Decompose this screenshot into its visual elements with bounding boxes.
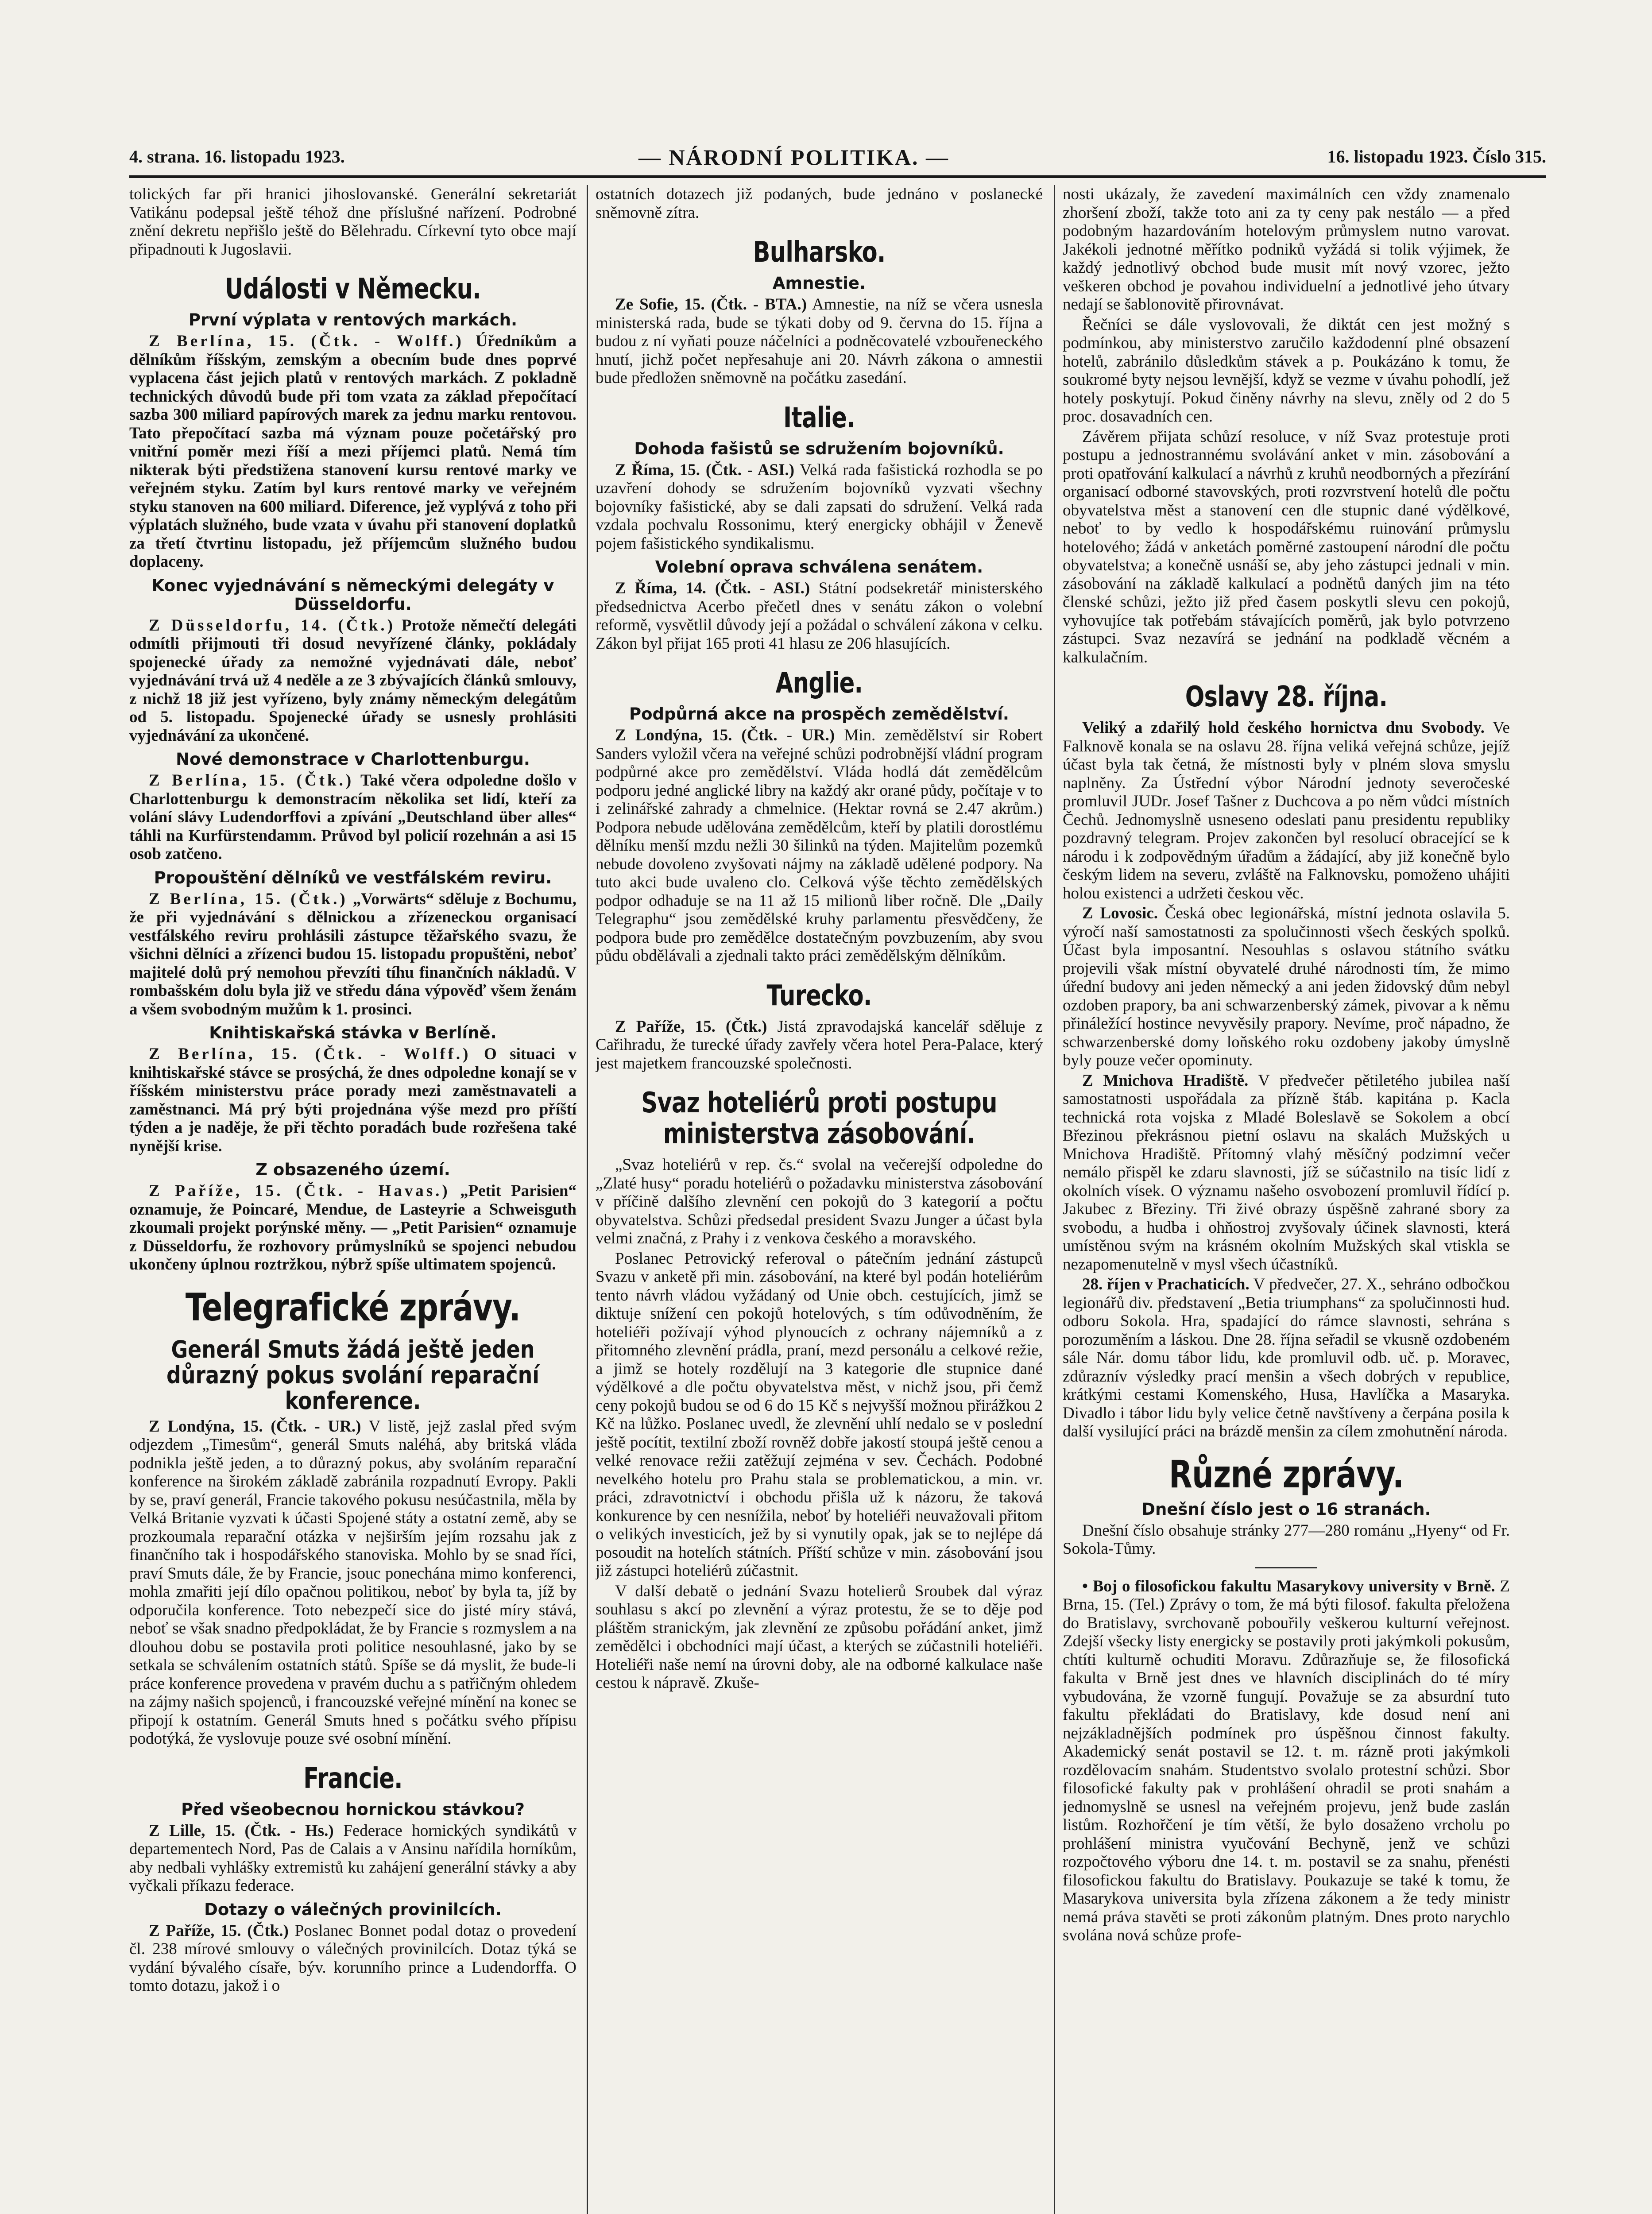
article-heading: Volební oprava schválena senátem.	[655, 557, 983, 577]
section-heading-england: Anglie.	[775, 667, 863, 700]
article-heading: Dotazy o válečných provinilcích.	[204, 1900, 502, 1919]
article-heading: Propouštění dělníků ve vestfálském reviru.	[154, 868, 552, 887]
article-body: Závěrem přijata schůzí resoluce, v níž Svaz protestuje proti postupu a jednostrannému svolávání anket v min. zásobování a proti opatřování kalkulací a návrhů z kruhů neodborných a přezírání organisací odborné stavovských, proti rozvrstvení hotelů dle počtu obyvatelstva měst a stanovení cen dle stupnic dané výdělkové, neboť to by vedlo k hospodářskému ruinování průmyslu hotelového; žádá v anketách poměrné zastoupení národní dle počtu obyvatelstva; a konečně usnáší se, aby jeho zástupci jednali v min. zásobování na základě kalkulací a podnětů daných jim na této členské schůzi, ježto již před časem poskytli slevu cen pokojů, vyhovujíce tak potřebám stávajících poměrů, jak bylo potvrzeno zástupci. Svaz nezavírá se jednání na podkladě věcném a kalkulačním.	[1063, 427, 1510, 666]
article-body: Z Lille, 15. (Čtk. - Hs.) Federace hornických syndikátů v departementech Nord, Pas de Calais a v Ansinu nařídila horníkům, aby nedbali vyhlášky extremistů ku zahájení generální stávky a aby vyčkali příkazu federace.	[129, 1821, 576, 1895]
separator-rule	[1255, 1567, 1317, 1568]
column-3	[1063, 185, 1510, 2214]
article-body: Z Paříže, 15. (Čtk. - Havas.) „Petit Parisien“ oznamuje, že Poincaré, Mendue, de Lasteyrie a Schweisguth zkoumali projekt porýnské měny. — „Petit Parisien“ oznamuje z Düsseldorfu, že rozhovory průmyslníků se spojenci nebudou ukončeny úplnou roztržkou, nýbrž spíše ultimatem spojenců.	[129, 1182, 576, 1273]
article-body: Řečníci se dále vyslovovali, že diktát cen jest možný s podmínkou, aby ministerstvo zaručilo každodenní plné obsazení hotelů, zabránilo důsledkům stávek a p. Poukázáno k tomu, že soukromé byty nejsou levnější, když se vezme v úvahu pohodlí, jež hotely poskytují. Pokud činěny návrhy na slevu, zněly od 2 do 5 proc. dosavadních cen.	[1063, 315, 1510, 426]
article-body: Poslanec Petrovický referoval o pátečním jednání zástupců Svazu v anketě při min. zásobování, na které byl podán hoteliérům tento návrh vládou vyžádaný od Unie obch. cestujících, jimž se diktuje snížení cen pokojů hotelových, s tím odůvodněním, že hoteliéři požívají výhod plynoucích z ochrany nájemníků a z přitomného zlevnění prádla, praní, mezd personálu a celkové režie, a jimž se hotely rozdělují na 3 kategorie dle stupnice dané výdělkové a dle počtu obyvatelstva měst, v nichž jsou, při čemž ceny pokojů budou se od 6 do 15 Kč s nejvyšší možnou přirážkou 2 Kč na lůžko. Poslanec uvedl, že zlevnění uhlí nedalo se v poslední ještě pocítit, textilní zboží rovněž dobře jakostí stoupá ještě cenou a velké renovace režii zatěžují zejména v sev. Čechách. Podobné nevelkého hotelu pro Prahu stala se problematickou, a min. vr. práci, zdravotnictví i obchodu přišla už k názoru, že taková konkurence by cen nesnížila, neboť by hoteliéři neuvažovali přitom o velikých investicích, jež by si vynutily opak, jak se to nejlépe dá posoudit na hotelích státních. Příští schůze v min. zásobování jsou již zástupci hoteliérů zúčastnit.	[596, 1249, 1043, 1580]
article-body: Z Londýna, 15. (Čtk. - UR.) Min. zemědělství sir Robert Sanders vyložil včera na veřejné schůzi podrobnější vládní program podpůrné akce pro zemědělství. Vláda hodlá dát zemědělcům podporu jedné anglické libry na každý akr orané půdy, počítaje v to i zelinářské zahrady a chmelnice. (Hektar rovná se 2.47 akrům.) Podpora nebude udělována zemědělcům, kteří by platili dorostlému dělníku menší mzdu nežli 30 šilinků na týden. Majitelům pozemků nebude dovoleno zvyšovati nájmy na základě udělené podpory. Na tuto akci bude uvaleno clo. Celková výše těchto zemědělských podpor odhaduje se na 11 až 15 milionů liber ročně. Dle „Daily Telegraphu“ jsou zemědělské kruhy parlamentu přesvědčeny, že podpora bude pro zemědělce dostatečným povzbuzením, aby svou půdu obdělávali a zjednali takto práci zemědělským dělníkům.	[596, 726, 1043, 965]
article-body: Z Berlína, 15. (Čtk. - Wolff.) Úředníkům a dělníkům říšským, zemským a obecním bude dnes poprvé vyplacena část jejich platů v rentových markách. Z pokladně technických důvodů bude při tom vzata za základ přepočítací sazba 300 miliard papírových marek za jednu marku rentovou. Tato přepočítací sazba má význam pouze početářský pro vnitřní poměr mezi říší a mezi příjemci platů. Nemá tím nikterak býti předstižena stanovení kursu rentové marky ve veřejném styku. Zatím byl kurs rentové marky ve veřejném styku stanoven na 600 miliard. Diference, jež vyplývá z toho při výplatách služného, bude vzata v úvahu při stanovení doplatků za třetí čtvrtinu listopadu, jež příjemcům služného budou doplaceny.	[129, 332, 576, 571]
article-body: Veliký a zdařilý hold českého hornictva dnu Svobody. Ve Falknově konala se na oslavu 28. října veliká veřejná schůze, jejíž účast byla tak četná, že místnosti byly v plném slova smyslu naplněny. Za Ústřední výbor Národní jednoty severočeské promluvil JUDr. Josef Tašner z Duchcova a po něm vůdci místních Čechů. Jednomyslně usneseno odeslati panu presidentu republiky pozdravný telegram. Projev zakončen byl resolucí obracející se k národu i k zodpovědným úřadům a žádající, aby již konečně bylo českým lidem na severu, zvláště na Falknovsku, pomoženo uhájiti holou existenci a udržeti českou věc.	[1063, 719, 1510, 902]
column-2	[596, 185, 1043, 2214]
article-heading: První výplata v rentových markách.	[188, 310, 518, 329]
section-heading-france: Francie.	[303, 1762, 402, 1795]
article-heading: Dnešní číslo jest o 16 stranách.	[1141, 1499, 1431, 1519]
article-heading: Amnestie.	[772, 274, 866, 293]
article-heading: Konec vyjednávání s německými delegáty v Düsseldorfu.	[151, 576, 554, 614]
masthead-page-info: 4. strana. 16. listopadu 1923.	[129, 147, 345, 166]
article-body: Z Říma, 14. (Čtk. - ASI.) Státní podsekretář ministerského předsednictva Acerbo přečetl dnes v senátu zákon o volební reformě, vysvětlil důvody její a požádal o schválení zákona v celku. Zákon byl přijat 165 proti 41 hlasu ze 206 hlasujících.	[596, 579, 1043, 653]
section-heading-misc: Různé zprávy.	[1168, 1452, 1404, 1497]
article-body: Z Paříže, 15. (Čtk.) Jistá zpravodajská kancelář sděluje z Cařihradu, že turecké úřady zavřely včera hotel Pera-Palace, který jest majetkem francouzské společnosti.	[596, 1017, 1043, 1072]
article-body: V další debatě o jednání Svazu hotelierů Sroubek dal výraz souhlasu s akcí po zlevnění a výraz protestu, že se to děje pod pláštěm stranickým, jak zlevnění ze způsobu pořádání anket, jimž zemědělci i obchodníci mají účast, a kterých se zúčastnili hoteliéři. Hoteliéři naše nemí na úrovni doby, ale na odborné kalkulace naše cestou k nápravě. Zkuše-	[596, 1582, 1043, 1692]
section-heading-bulgaria: Bulharsko.	[753, 236, 886, 269]
article-heading: Podpůrná akce na prospěch zemědělství.	[629, 704, 1009, 724]
section-heading-germany: Události v Německu.	[225, 273, 481, 306]
article-body: • Boj o filosofickou fakultu Masarykovy university v Brně. Z Brna, 15. (Tel.) Zprávy o tom, že má býti filosof. fakulta přeložena do Bratislavy, svrchovaně pobouřily veškerou kulturní veřejnost. Zdejší všecky listy energicky se postavily proti jakýmkoli pokusům, chtíti kulturně ochuditi Moravu. Zdůrazňuje se, že filosofická fakulta v Brně jest dnes ve hlavních disciplinách do té míry vybudována, že vzorně fungují. Považuje se za absurdní tuto fakultu překládati do Bratislavy, kde dosud není ani nejzákladnějších podmínek pro úspěšnou činnost fakulty. Akademický senát postavil se 12. t. m. rázně proti jakýmkoli rozdělovacím snahám. Studentstvo svolalo protestní schůzi. Sbor filosofické fakulty pak v prohlášení ohradil se proti snahám a jednomyslně se usnesl na veřejném projevu, jenž bude zaslán listům. Rozhořčení je tím větší, že bylo dosaženo vrcholu po prohlášení ministra vyučování Bechyně, jenž ve schůzi rozpočtového výboru dne 14. t. m. postavil se za snahu, přenésti filosofickou fakultu do Bratislavy. Poukazuje se také k tomu, že Masarykova universita byla zřízena zákonem a že tedy ministr nemá práva stavěti se proti zákonům platným. Dnes proto narychlo svolána nová schůze profe-	[1063, 1577, 1510, 1944]
article-heading: Před všeobecnou hornickou stávkou?	[181, 1800, 525, 1819]
masthead-title: — NÁRODNÍ POLITIKA. —	[638, 145, 949, 170]
article-body: Z Düsseldorfu, 14. (Čtk.) Protože němečtí delegáti odmítli přijmouti tři dosud nevyřízené články, pokládaly spojenecké úřady za nemožné vyjednávati dále, neboť vyjednávání trvá už 4 neděle a ze 3 zbývajících článků smlouvy, z nichž 18 již jest vyřízeno, byly známy německým delegátům od 5. listopadu. Spojenecké úřady se usnesly prohlásiti vyjednávání za ukončené.	[129, 616, 576, 745]
section-heading-telegraph: Telegrafické zprávy.	[185, 1285, 521, 1330]
article-body: Z Berlína, 15. (Čtk. - Wolff.) O situaci v knihtiskařské stávce se prosýchá, že dnes odpoledne konají se v říšském ministerstvu práce porady mezi zaměstnavateli a zaměstnanci. Má prý býti projednána výše mezd pro příští týden a je naděje, že při těchto poradách bude rozřešena také nynější krise.	[129, 1045, 576, 1155]
article-heading: Z obsazeného území.	[255, 1160, 450, 1179]
article-heading: Generál Smuts žádá ještě jeden důrazný pokus svolání reparační konference.	[166, 1335, 540, 1415]
section-heading-italy: Italie.	[783, 401, 855, 434]
article-body: Z Mnichova Hradiště. V předvečer pětiletého jubilea naší samostatnosti uspořádala za přízně štáb. kapitána p. Kacla technická rota vojska z Mladé Boleslavě se Sokolem a obcí Březinou překrásnou pietní oslavu na skalách Mužských u Mnichova Hradiště. Přítomný vlahý měsíčný podzimní večer nemálo přispěl ke zdaru slavnosti, jíž se súčastnilo na tisíc lidí z okolních vísek. O významu našeho osvobození promluvil řídící p. Jakubec z Březiny. Tři živé obrazy úspěšně zahrané sbory za svobodu, a hudba i ohňostroj zvyšovaly účinek slavnosti, která umístěnou svým na krásném okolním Mužských skal vtiskla se nezapomenutelně v mysl všech účastníků.	[1063, 1071, 1510, 1273]
article-heading: Dohoda fašistů se sdružením bojovníků.	[634, 439, 1004, 458]
article-continuation: nosti ukázaly, že zavedení maximálních cen vždy znamenalo zhoršení zboží, takže toto ani za ty ceny pak nestálo — a před podobným hazardováním hotelovým průmyslem nutno varovat. Jakékoli jednotné měřítko podniků vyžádá si tolik výjimek, že každý jednotlivý obchod bude musit mít nový vzorec, ježto veškeren obchod je povahou individuelní a jednotlivé jeho útvary nedají se šablonovitě přirovnávat.	[1063, 185, 1510, 314]
article-heading: Knihtiskařská stávka v Berlíně.	[209, 1023, 497, 1042]
article-body: Ze Sofie, 15. (Čtk. - BTA.) Amnestie, na níž se včera usnesla ministerská rada, bude se týkati doby od 9. června do 15. října a budou z ní vyňati pouze náčelníci a podněcovatelé vzbouřeneckého hnutí, jichž počet nepřesahuje ani 20. Návrh zákona o amnestii bude předložen sněmovně na počátku zasedání.	[596, 295, 1043, 387]
column-1	[129, 185, 576, 2214]
masthead-date-number: 16. listopadu 1923. Číslo 315.	[1327, 147, 1546, 166]
article-body: Z Paříže, 15. (Čtk.) Poslanec Bonnet podal dotaz o provedení čl. 238 mírové smlouvy o válečných provinilcích. Dotaz týká se vydání bývalého císaře, býv. korunního prince a Ludendorffa. O tomto dotazu, jakož i o	[129, 1921, 576, 1995]
article-heading-hoteliers: Svaz hoteliérů proti postupu ministerstva zásobování.	[641, 1087, 997, 1150]
article-continuation: tolických far při hranici jihoslovanské. Generální sekretariát Vatikánu podepsal ještě téhož dne příslušné nařízení. Podrobné znění dekretu nepřišlo ještě do Bělehradu. Církevní tyto obce mají připadnouti k Jugoslavii.	[129, 185, 576, 259]
article-continuation: ostatních dotazech již podaných, bude jednáno v poslanecké sněmovně zítra.	[596, 185, 1043, 222]
article-body: „Svaz hoteliérů v rep. čs.“ svolal na večerejší odpoledne do „Zlaté husy“ poradu hoteliérů o požadavku ministerstva zásobování v příčině dalšího zlevnění cen pokojů do 3 kategorií a počtu obyvatelstva. Schůzi předsedal president Svazu Junger a účast byla velmi značná, z Prahy i z venkova českého a moravského.	[596, 1156, 1043, 1247]
article-body: Z Berlína, 15. (Čtk.) Také včera odpoledne došlo v Charlottenburgu k demonstracím několika set lidí, kteří za volání slávy Ludendorffovi a zpívání „Deutschland über alles“ táhli na Kurfürstendamm. Průvod byl policií rozehnán a asi 15 osob zatčeno.	[129, 771, 576, 863]
column-divider	[587, 185, 588, 2214]
article-body: Z Říma, 15. (Čtk. - ASI.) Velká rada fašistická rozhodla se po uzavření dohody se sdružením bojovníků vyzvati všechny bojovníky fašistické, aby se dali zapsati do sdružení. Velká rada vzdala pochvalu Rossonimu, který energicky obhájil v Ženevě pojem fašistického syndikalismu.	[596, 461, 1043, 553]
masthead	[129, 146, 1546, 175]
article-body: Dnešní číslo obsahuje stránky 277—280 románu „Hyeny“ od Fr. Sokola-Tůmy.	[1063, 1521, 1510, 1558]
article-body: Z Lovosic. Česká obec legionářská, místní jednota oslavila 5. výročí naší samostatnosti za spolučinnosti všech českých spolků. Účast byla imposantní. Nesouhlas s oslavou státního svátku projevili však místní obyvatelé druhé národnosti tím, že mimo úřední budovy ani jeden německý a ani jeden židovský dům nebyl ozdoben prapory, ba ani schwarzenberský zámek, pivovar a k němu přináležící hostince nevyvěsily prapory. Nevíme, proč nápadno, že schwarzenberské domy loňského roku ozdobeny jakoby úmyslně byly pouze večer opominuty.	[1063, 904, 1510, 1069]
masthead-rule	[129, 175, 1546, 178]
article-heading: Nové demonstrace v Charlottenburgu.	[176, 750, 530, 769]
article-body: Z Berlína, 15. (Čtk.) „Vorwärts“ sděluje z Bochumu, že při vyjednávání s dělnickou a zřízeneckou organisací vestfálského reviru prohlásili zástupce těžařského svazu, že všichni dělníci a zřízenci budou 15. listopadu propuštěni, neboť majitelé dolů prý nemohou převzíti tíhu finančních nákladů. V rombašském dolu byla již ve středu dána výpověď všem ženám a všem svobodným mužům k 1. prosinci.	[129, 890, 576, 1018]
article-body: Z Londýna, 15. (Čtk. - UR.) V listě, jejž zaslal před svým odjezdem „Timesům“, generál Smuts naléhá, aby britská vláda podnikla ještě jeden, a to důrazný pokus, aby svoláním reparační konference na širokém základě zabránila rozpadnutí Evropy. Pakli by se, praví generál, Francie takového pokusu nesúčastnila, měla by Velká Britanie vyzvati k účasti Spojené státy a ostatní země, aby se prozkoumala reparační otázka v nejširším jejím rozsahu jak z finančního tak i hospodářského stanoviska. Mohlo by se snad říci, praví Smuts dále, že by Francie, jsouc ponechána mimo konferenci, mohla zmařiti její dílo opačnou politikou, neboť by byla ta, jíž by odporučila konference. Toto nebezpečí sice do jisté míry stává, neboť se však snadno předpokládat, že by Francie s rozmyslem a na dlouhou dobu se postavila proti politice nesouhlasné, jako by se setkala se schválením ostatních států. Spíše se dá myslit, že bude-li práce konference provedena v pravém duchu a s patřičným ohledem na zájmy našich spojenců, i francouzské veřejné mínění na konec se připojí k ostatním. Generál Smuts hned s počátku svého přípisu podotýká, že vyslovuje pouze své osobní mínění.	[129, 1417, 576, 1748]
section-heading-celebrations: Oslavy 28. října.	[1185, 681, 1388, 713]
column-divider	[1054, 185, 1055, 2214]
article-body: 28. říjen v Prachaticích. V předvečer, 27. X., sehráno odbočkou legionářů div. představení „Betia triumphans“ za spolučinnosti hud. odboru Sokola. Hra, spadající do rámce slavnosti, sehrána s porozuměním a láskou. Dne 28. října seřadil se vkusně ozdobeném sále Nár. domu tábor lidu, kde promluvil odb. uč. p. Moravec, zdůraznív výsledky prací menšin a všech dobrých v republice, krátkými cestami Komenského, Husa, Havlíčka a Masaryka. Divadlo i tábor lidu byly velice četně navštíveny a čerpána posila k další vysilující práci na brázdě menšin za cílem zmohutnění národa.	[1063, 1275, 1510, 1440]
section-heading-turkey: Turecko.	[766, 979, 872, 1012]
